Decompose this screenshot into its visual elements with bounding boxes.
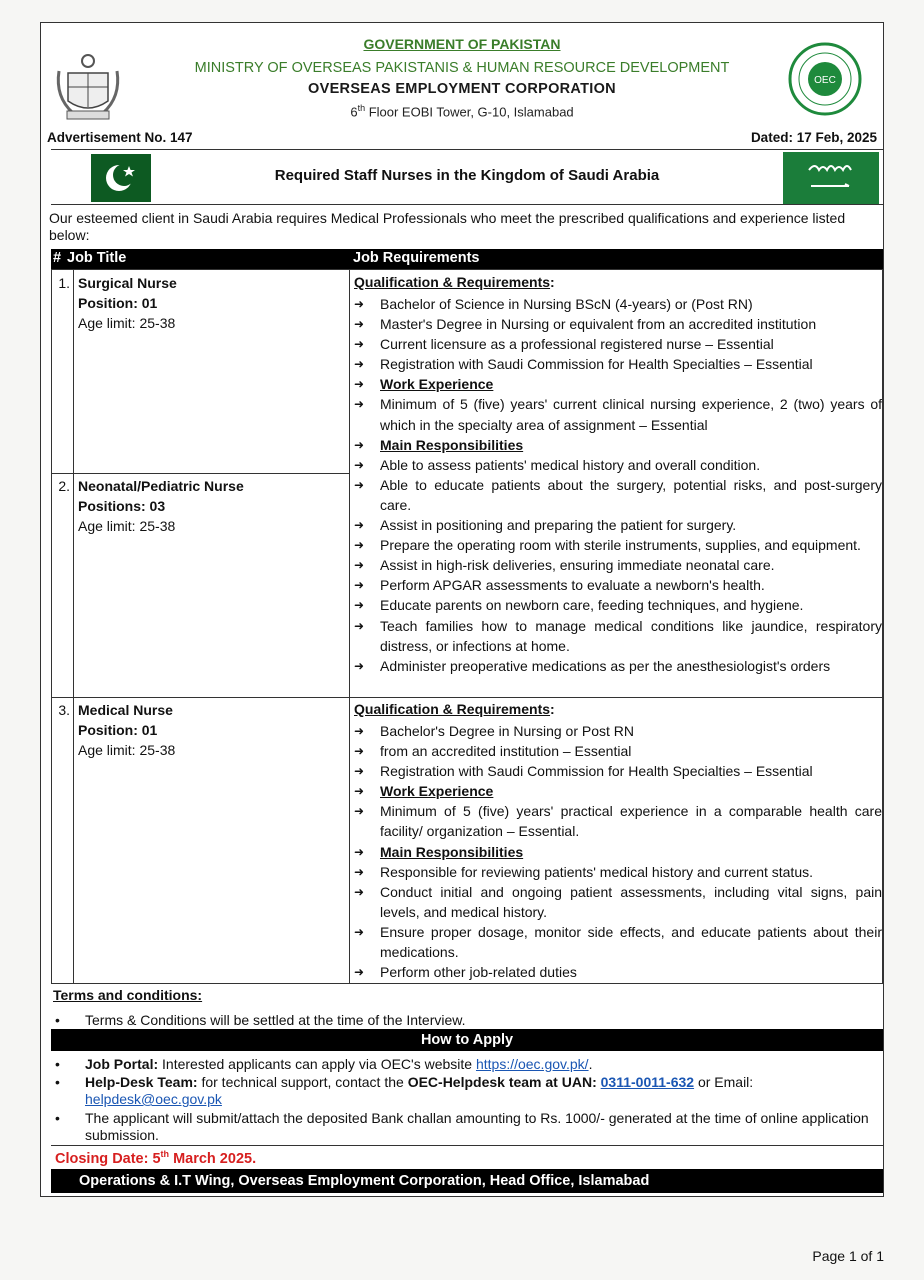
oec-website-link[interactable]: https://oec.gov.pk/ <box>475 1056 589 1072</box>
job-number: 2. <box>58 478 70 494</box>
job-positions: Positions: 03 <box>78 498 166 514</box>
requirements-block-1 <box>352 274 882 676</box>
list-item: ➜ Assist in high-risk deliveries, ensuring immediate neonatal care. <box>352 555 882 575</box>
job-title: Medical Nurse <box>78 702 173 718</box>
list-item: ➜ Bachelor of Science in Nursing BScN (4-years) or (Post RN) <box>352 294 882 314</box>
helpdesk-phone-link[interactable]: 0311-0011-632 <box>600 1074 695 1090</box>
address: 6th Floor EOBI Tower, G-10, Islamabad <box>350 103 574 120</box>
list-item: ➜ Current licensure as a professional registered nurse – Essential <box>352 334 882 354</box>
list-item: ➜ Perform APGAR assessments to evaluate a newborn's health. <box>352 575 882 595</box>
table-header <box>51 249 883 269</box>
list-item: ➜ Minimum of 5 (five) years' current clinical nursing experience, 2 (two) years of which in the specialty area of assignment – Essential <box>352 394 882 434</box>
government-heading: GOVERNMENT OF PAKISTAN <box>363 36 561 52</box>
list-item: ➜ Conduct initial and ongoing patient assessments, including vital signs, pain levels, and medical history. <box>352 882 882 922</box>
list-item: ➜ Ensure proper dosage, monitor side effects, and educate patients about their medications. <box>352 922 882 962</box>
letterhead <box>41 23 883 133</box>
header-num: # <box>53 250 62 266</box>
list-item: ➜ Bachelor's Degree in Nursing or Post RN <box>352 721 882 741</box>
closing-date: Closing Date: 5th March 2025. <box>55 1149 257 1167</box>
table-row <box>52 273 349 353</box>
job-number: 3. <box>58 702 70 718</box>
header-requirements: Job Requirements <box>353 250 480 266</box>
advertisement-title: Required Staff Nurses in the Kingdom of Saudi Arabia <box>274 167 660 184</box>
work-experience-heading: ➜ Work Experience <box>352 374 882 394</box>
responsibilities-heading: ➜ Main Responsibilities <box>352 842 882 862</box>
requirements-block-2 <box>352 701 882 982</box>
list-item: ➜ from an accredited institution – Essential <box>352 741 882 761</box>
pakistan-flag-icon <box>71 154 151 202</box>
qualification-heading: Qualification & Requirements: <box>354 274 555 290</box>
job-positions: Position: 01 <box>78 722 158 738</box>
job-age-limit: Age limit: 25-38 <box>78 518 176 534</box>
qualification-heading: Qualification & Requirements: <box>354 701 555 717</box>
job-title: Neonatal/Pediatric Nurse <box>78 478 244 494</box>
list-item: ➜ Assist in positioning and preparing the patient for surgery. <box>352 515 882 535</box>
job-title: Surgical Nurse <box>78 275 177 291</box>
advertisement-page: GOVERNMENT OF PAKISTAN MINISTRY OF OVERSEAS PAKISTANIS & HUMAN RESOURCE DEVELOPMENT OVERSEAS EMPLOYMENT CORPORATION 6th Floor EOBI Tower, G-10, Islamabad OEC Advertisement No. 147 Dated: 17 Feb, 2025 Required Staff Nurses in the Kingdom of Saudi Arabia Our esteemed client in Saudi Arabia requires Medical Professionals who meet the prescribed qualifications and experience listed below: # Job Title Job Requirements 1. Surgical Nurse Position: 01 Age limit: 25-38 2. Neonatal/Pediatric Nurse Positions: 03 Age limit: 25-38 3. Medical Nurse Position: 01 Age limit: 25-38 Qualification & Requirements: ➜ Bachelor of Science in Nursing BScN (4-years) or (Post RN) ➜ Master's Degree in Nursing or equivalent from an accredited institution ➜ Current licensure as a professional registered nurse – Essential ➜ Registration with Saudi Commission for Health Specialties – Essential ➜ Work Experience ➜ Minimum of 5 (five) years' current clinical nursing experience, 2 (two) years of which in the specialty area of assignment – Essential ➜ Main Responsibilities ➜ Able to assess patients' medical history and overall condition. ➜ Able to educate patients about the surgery, potential risks, and post-surgery care. ➜ Assist in positioning and preparing the patient for surgery. ➜ Prepare the operating room with sterile instruments, supplies, and equipment. ➜ Assist in high-risk deliveries, ensuring immediate neonatal care. ➜ Perform APGAR assessments to evaluate a newborn's health. ➜ Educate parents on newborn care, feeding techniques, and hygiene. ➜ Teach families how to manage medical conditions like jaundice, respiratory distress, or infections at home. ➜ Administer preoperative medications as per the anesthesiologist's orders Qualification & Requirements: ➜ Bachelor's Degree in Nursing or Post RN ➜ from an accredited institution – Essential ➜ Registration with Saudi Commission for Health Specialties – Essential ➜ Work Experience ➜ Minimum of 5 (five) years' practical experience in a comparable health care facility/ organization – Essential. ➜ Main Responsibilities ➜ Responsible for reviewing patients' medical history and current status. ➜ Conduct initial and ongoing patient assessments, including vital signs, pain levels, and medical history. ➜ Ensure proper dosage, monitor side effects, and educate patients about their medications. ➜ Perform other job-related duties Terms and conditions: • Terms & Conditions will be settled at the time of the Interview. How to Apply • Job Portal: Interested applicants can apply via OEC's website https://oec.gov.pk/. • Help-Desk Team: for technical support, contact the OEC-Helpdesk team at UAN: 0311-0011-632 or Email: helpdesk@oec.gov.pk • The applicant will submit/attach the deposited Bank challan amounting to Rs. 1000/- generated at the time of online application submission. Closing Date: 5th March 2025. Operations & I.T Wing, Overseas Employment Corporation, Head Office, Islamabad <box>40 22 884 1197</box>
table-row <box>52 700 349 780</box>
list-item: ➜ Master's Degree in Nursing or equivalent from an accredited institution <box>352 314 882 334</box>
footer-bar: Operations & I.T Wing, Overseas Employment Corporation, Head Office, Islamabad <box>51 1169 883 1193</box>
saudi-flag-icon <box>783 152 879 204</box>
date: Dated: 17 Feb, 2025 <box>750 130 877 145</box>
page-number: Page 1 of 1 <box>812 1248 884 1264</box>
oec-logo-icon <box>787 41 863 117</box>
work-experience-heading: ➜ Work Experience <box>352 781 882 801</box>
list-item: ➜ Administer preoperative medications as per the anesthesiologist's orders <box>352 656 882 676</box>
intro-text: Our esteemed client in Saudi Arabia requires Medical Professionals who meet the prescribed qualifications and experience listed below: <box>49 210 846 243</box>
table-row <box>52 476 349 556</box>
job-positions: Position: 01 <box>78 295 158 311</box>
oec-logo-text: OEC <box>814 75 836 86</box>
header-job-title: Job Title <box>67 250 127 266</box>
list-item: ➜ Responsible for reviewing patients' medical history and current status. <box>352 862 882 882</box>
corporation-heading: OVERSEAS EMPLOYMENT CORPORATION <box>308 81 616 97</box>
ministry-heading: MINISTRY OF OVERSEAS PAKISTANIS & HUMAN RESOURCE DEVELOPMENT <box>194 60 730 76</box>
list-item: ➜ Able to educate patients about the surgery, potential risks, and post-surgery care. <box>352 475 882 515</box>
title-banner <box>51 149 883 205</box>
list-item: ➜ Registration with Saudi Commission for Health Specialties – Essential <box>352 761 882 781</box>
how-to-apply-heading: How to Apply <box>51 1029 883 1051</box>
list-item: ➜ Teach families how to manage medical conditions like jaundice, respiratory distress, or infections at home. <box>352 616 882 656</box>
list-item: ➜ Able to assess patients' medical history and overall condition. <box>352 455 882 475</box>
job-age-limit: Age limit: 25-38 <box>78 742 176 758</box>
list-item: ➜ Perform other job-related duties <box>352 962 882 982</box>
list-item: ➜ Educate parents on newborn care, feeding techniques, and hygiene. <box>352 595 882 615</box>
list-item: ➜ Prepare the operating room with sterile instruments, supplies, and equipment. <box>352 535 882 555</box>
responsibilities-heading: ➜ Main Responsibilities <box>352 435 882 455</box>
list-item: ➜ Registration with Saudi Commission for Health Specialties – Essential <box>352 354 882 374</box>
advertisement-number: Advertisement No. 147 <box>47 130 193 145</box>
job-age-limit: Age limit: 25-38 <box>78 315 176 331</box>
job-number: 1. <box>58 275 70 291</box>
helpdesk-email-link[interactable]: helpdesk@oec.gov.pk <box>85 1091 222 1107</box>
jobs-table <box>51 269 883 984</box>
list-item: ➜ Minimum of 5 (five) years' practical experience in a comparable health care facility/ organization – Essential. <box>352 801 882 841</box>
terms-heading: Terms and conditions: <box>53 987 203 1003</box>
